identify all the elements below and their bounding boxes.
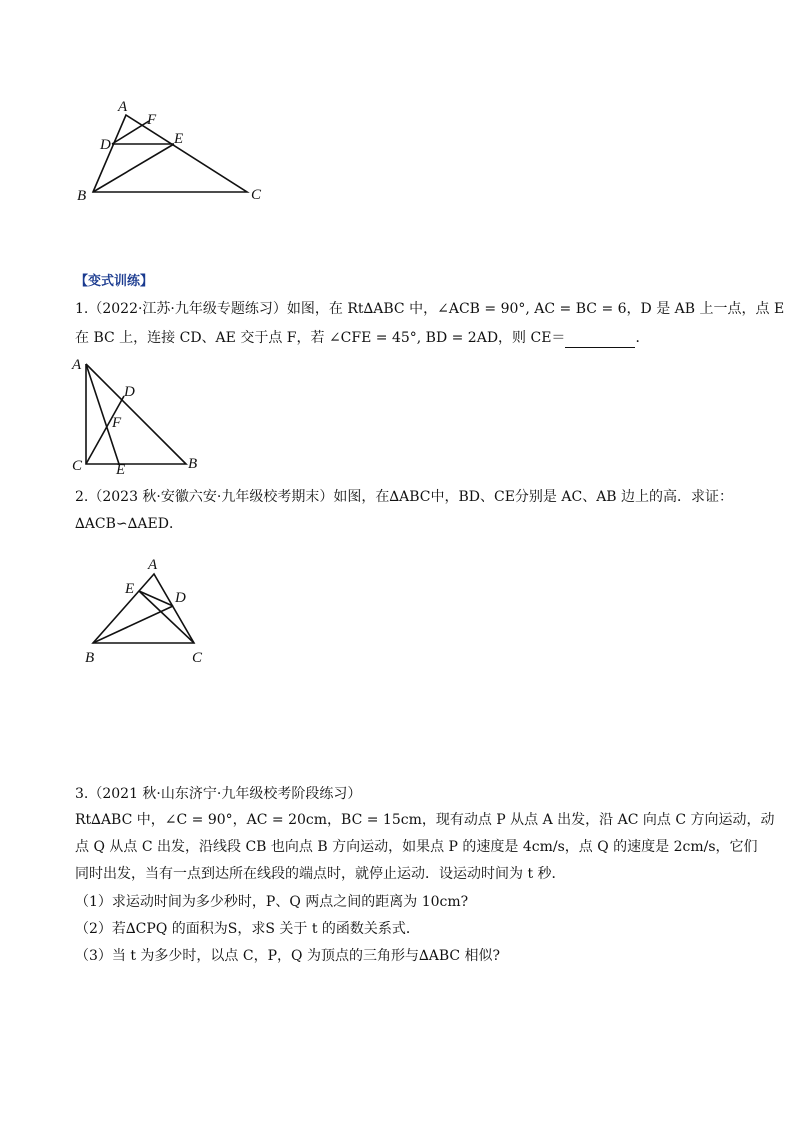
label-a: A xyxy=(72,357,82,373)
q2-line2: ∆ACB∽∆AED． xyxy=(75,516,183,532)
label-c: C xyxy=(251,187,262,203)
label-f: F xyxy=(147,112,157,128)
q2-line1: 2.（2023 秋·安徽六安·九年级校考期末）如图，在∆ABC中，BD、CE分别是 AC、AB 边上的高．求证： xyxy=(75,489,734,505)
label-d: D xyxy=(175,590,186,606)
label-d: D xyxy=(100,137,111,153)
label-b: B xyxy=(77,188,87,204)
label-f: F xyxy=(112,415,122,431)
label-e: E xyxy=(174,131,184,147)
q3-sub2: （2）若∆CPQ 的面积为S，求S 关于 t 的函数关系式． xyxy=(75,921,420,937)
q1-line1: 1.（2022·江苏·九年级专题练习）如图，在 Rt∆ABC 中，∠ACB = 90°, AC = BC = 6，D 是 AB 上一点，点 E xyxy=(75,301,785,317)
triangle-abc xyxy=(93,574,194,643)
q1-line2-text: 在 BC 上，连接 CD、AE 交于点 F，若 ∠CFE = 45°, BD = 2AD，则 CE＝ xyxy=(75,330,566,346)
label-d: D xyxy=(124,384,135,400)
figure-q2 xyxy=(80,552,220,668)
answer-blank xyxy=(565,333,635,348)
label-e: E xyxy=(125,581,135,597)
figure-top xyxy=(70,92,280,210)
q3-sub1: （1）求运动时间为多少秒时，P、Q 两点之间的距离为 10cm? xyxy=(75,894,469,910)
label-a: A xyxy=(118,99,128,115)
q3-line2: Rt∆ABC 中，∠C = 90°，AC = 20cm，BC = 15cm，现有动点 P 从点 A 出发，沿 AC 向点 C 方向运动，动 xyxy=(75,812,775,828)
q3-line1: 3.（2021 秋·山东济宁·九年级校考阶段练习） xyxy=(75,786,362,802)
q3-sub3: （3）当 t 为多少时，以点 C，P，Q 为顶点的三角形与∆ABC 相似? xyxy=(75,948,501,964)
segment-df xyxy=(112,121,149,144)
figure-q1 xyxy=(68,352,218,476)
label-b: B xyxy=(85,650,95,666)
q1-line2 xyxy=(75,328,735,348)
label-c: C xyxy=(72,458,83,474)
segment-bd xyxy=(93,606,173,643)
label-e: E xyxy=(116,462,126,476)
q3-line3: 点 Q 从点 C 出发，沿线段 CB 也向点 B 方向运动，如果点 P 的速度是 4cm/s，点 Q 的速度是 2cm/s，它们 xyxy=(75,839,758,855)
label-a: A xyxy=(148,557,158,573)
triangle-abc xyxy=(93,115,247,192)
triangle-acb xyxy=(86,364,186,464)
q1-line2-end: ． xyxy=(635,330,650,346)
label-c: C xyxy=(192,650,203,666)
label-b: B xyxy=(188,456,198,472)
section-title: 【变式训练】 xyxy=(75,274,154,289)
q3-line4: 同时出发，当有一点到达所在线段的端点时，就停止运动．设运动时间为 t 秒． xyxy=(75,866,566,882)
